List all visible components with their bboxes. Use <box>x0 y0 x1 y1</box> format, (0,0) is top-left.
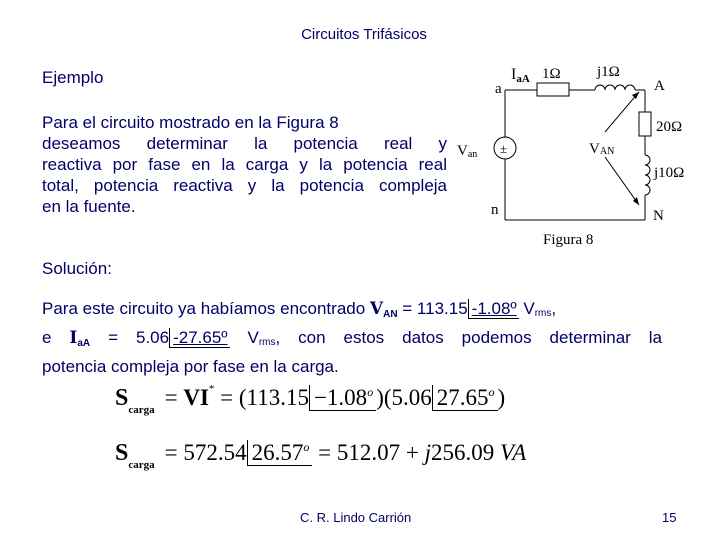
equation-complex-power: $S_{carga} = VI^* = (113.15 -1.08^o$ )(5.06 27.65$^o$ ) <box>115 383 506 416</box>
example-line-5: en la fuente. <box>42 197 136 216</box>
circuit-diagram <box>457 57 701 252</box>
line-inductor <box>595 85 635 90</box>
line-resistor <box>537 83 569 96</box>
solution-line-1: Para este circuito ya habíamos encontrado VAN = 113.15 -1.08º $V_{rms}$, <box>42 299 557 320</box>
line-resistance-label: 1Ω <box>542 66 561 82</box>
van-arrow-top <box>605 92 639 132</box>
van-arrow-top-head <box>632 92 639 99</box>
example-line-2: deseamos determinar la potencia real y <box>42 134 447 153</box>
source-voltage-label: Van <box>457 143 478 160</box>
source-polarity-icon: ± <box>500 141 508 156</box>
load-reactance-label: j10Ω <box>654 165 685 181</box>
example-line-3: reactiva por fase en la carga y la potencia real <box>42 155 447 174</box>
van-arrow-bottom <box>605 157 639 205</box>
page-number: 15 <box>662 510 677 525</box>
solution-line-3: potencia compleja por fase en la carga. <box>42 357 339 376</box>
load-resistance-label: 20Ω <box>656 119 683 135</box>
example-line-4: total, potencia reactiva y la potencia compleja <box>42 176 447 195</box>
example-heading: Ejemplo <box>42 68 104 87</box>
circuit-figure <box>457 57 701 252</box>
line-reactance-label: j1Ω <box>597 64 620 80</box>
node-N-label: N <box>653 208 664 224</box>
load-resistor <box>639 112 651 136</box>
node-a-label: a <box>495 81 502 97</box>
node-n-label: n <box>491 202 499 218</box>
equation-result: $S_{carga} = 572.54$ $26.57^o = 512.07 + j256.09$ VA <box>115 440 527 471</box>
solution-heading: Solución: <box>42 259 112 278</box>
solution-paragraph <box>42 297 662 378</box>
footer-author: C. R. Lindo Carrión <box>300 510 412 525</box>
load-inductor <box>645 155 650 195</box>
solution-line-2: e IaA = 5.06 -27.65º $V_{rms}$, con estos datos podemos determinar la <box>42 328 662 349</box>
figure-caption: Figura 8 <box>543 232 594 248</box>
example-line-1: Para el circuito mostrado en la Figura 8 <box>42 113 339 132</box>
van-label: VAN <box>589 141 615 157</box>
example-paragraph <box>42 112 447 217</box>
node-A-label: A <box>654 78 665 94</box>
iaa-label: IaA <box>511 66 530 85</box>
slide-title: Circuitos Trifásicos <box>301 26 427 43</box>
